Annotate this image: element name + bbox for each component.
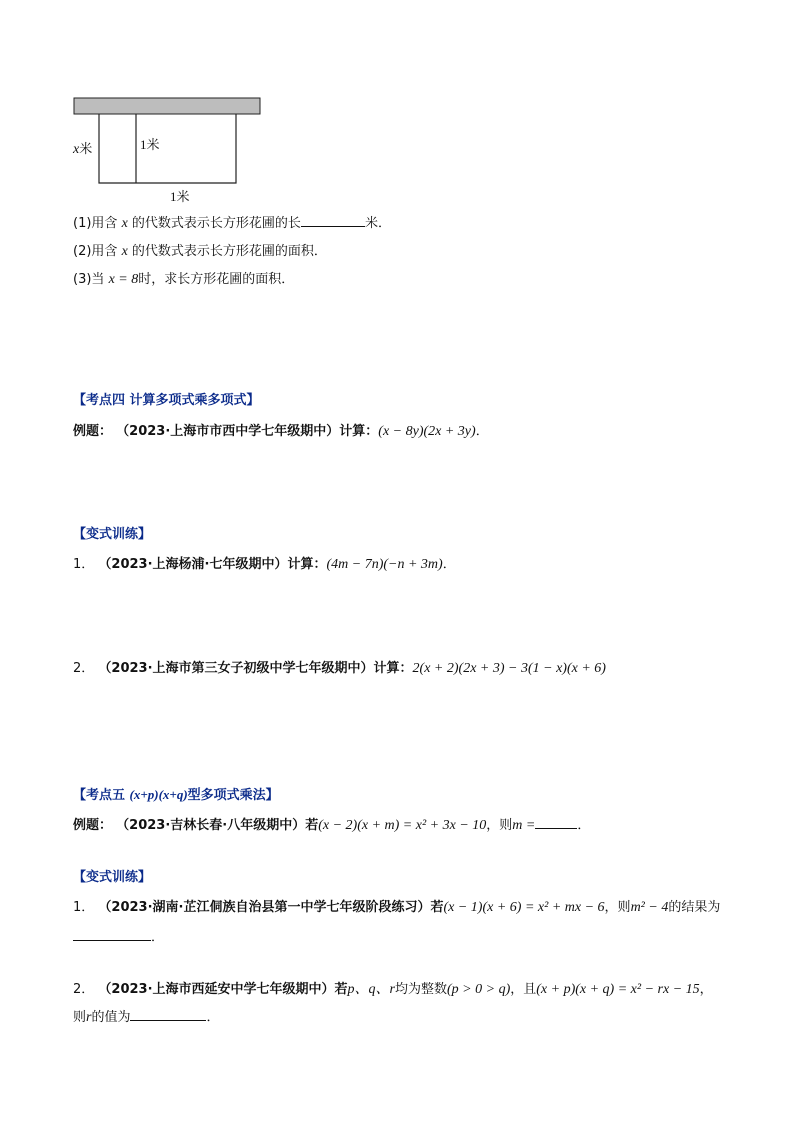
section5-title: 【考点五 (x+p)(x+q)型多项式乘法】: [73, 787, 279, 803]
wall: [74, 98, 260, 114]
problem-part-1: (1)用含 x 的代数式表示长方形花圃的长 米．: [73, 216, 391, 231]
section4-variant-title: 【变式训练】: [73, 527, 152, 542]
section4-example: 例题： （2023·上海市市西中学七年级期中）计算：(x − 8y)(2x + 3y)．: [73, 424, 489, 439]
section5-question-2: 2． （2023·上海市西延安中学七年级期中）若p、q、r均为整数(p > 0 > q)，且(x + p)(x + q) = x² − rx − 15，: [73, 982, 713, 997]
problem-part-2: (2)用含 x 的代数式表示长方形花圃的面积．: [73, 244, 327, 259]
section4-question-2: 2． （2023·上海市第三女子初级中学七年级期中）计算：2(x + 2)(2x + 3) − 3(1 − x)(x + 6): [73, 661, 606, 676]
section5-example: 例题： （2023·吉林长春·八年级期中）若(x − 2)(x + m) = x² + 3x − 10，则m = ．: [73, 818, 591, 833]
fence-outline: [99, 114, 236, 183]
figure-label-inner: 1米: [140, 137, 160, 152]
figure-label-bottom: 1米: [170, 189, 190, 204]
section5-question-1: 1． （2023·湖南·芷江侗族自治县第一中学七年级阶段练习）若(x − 1)(x + 6) = x² + mx − 6，则m² − 4的结果为: [73, 900, 721, 915]
section5-variant-title: 【变式训练】: [73, 870, 152, 885]
answer-blank[interactable]: [301, 214, 365, 227]
answer-blank[interactable]: [73, 928, 151, 941]
answer-blank[interactable]: [535, 816, 577, 829]
figure-label-x: x米: [73, 142, 93, 157]
section5-question-2-line2: 则r的值为 ．: [73, 1010, 220, 1025]
problem-part-3: (3)当 x = 8时，求长方形花圃的面积．: [73, 272, 295, 287]
section4-question-1: 1． （2023·上海杨浦·七年级期中）计算：(4m − 7n)(−n + 3m)．: [73, 557, 456, 572]
answer-blank[interactable]: [130, 1008, 206, 1021]
section4-title: 【考点四 计算多项式乘多项式】: [73, 393, 260, 408]
section5-question-1-line2: ．: [73, 926, 164, 945]
